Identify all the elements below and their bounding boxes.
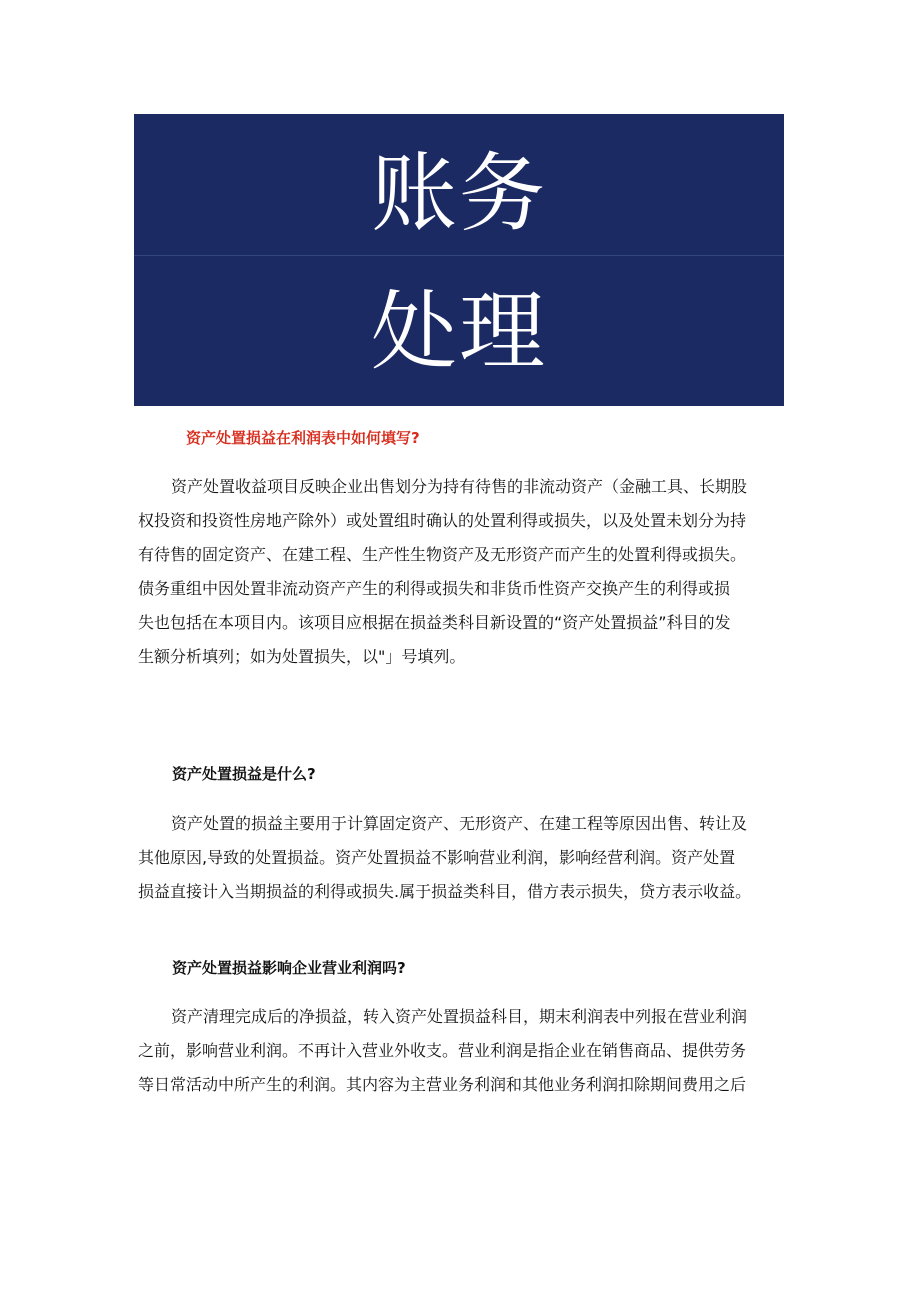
- section1-question: 资产处置损益在利润表中如何填写?: [186, 429, 420, 447]
- paragraph-line: 权投资和投资性房地产除外）或处置组时确认的处置利得或损失，以及处置未划分为持: [138, 511, 747, 530]
- paragraph-line: 生额分析填列；如为处置损失，以"」号填列。: [138, 647, 466, 666]
- banner-divider: [134, 255, 784, 256]
- banner-title-line1: 账务: [371, 144, 547, 244]
- banner-title-line2: 处理: [371, 282, 547, 382]
- section3-heading: 资产处置损益影响企业营业利润吗?: [172, 959, 406, 977]
- paragraph-line: 资产清理完成后的净损益，转入资产处置损益科目，期末利润表中列报在营业利润: [171, 1007, 748, 1026]
- paragraph-line: 资产处置收益项目反映企业出售划分为持有待售的非流动资产（金融工具、长期股: [171, 477, 748, 496]
- paragraph-line: 其他原因,导致的处置损益。资产处置损益不影响营业利润，影响经营利润。资产处置: [138, 848, 736, 867]
- section2-heading: 资产处置损益是什么?: [172, 765, 316, 783]
- paragraph-line: 损益直接计入当期损益的利得或损失.属于损益类科目，借方表示损失，贷方表示收益。: [138, 882, 752, 901]
- section2-paragraph: [138, 807, 790, 909]
- paragraph-line: 资产处置的损益主要用于计算固定资产、无形资产、在建工程等原因出售、转让及: [171, 814, 748, 833]
- section1-paragraph: [138, 470, 790, 674]
- paragraph-line: 之前，影响营业利润。不再计入营业外收支。营业利润是指企业在销售商品、提供劳务: [138, 1041, 747, 1060]
- section3-paragraph: [138, 1000, 790, 1102]
- paragraph-line: 失也包括在本项目内。该项目应根据在损益类科目新设置的“资产处置损益”科目的发: [138, 613, 731, 632]
- paragraph-line: 有待售的固定资产、在建工程、生产性生物资产及无形资产而产生的处置利得或损失。: [138, 545, 747, 564]
- paragraph-line: 债务重组中因处置非流动资产产生的利得或损失和非货币性资产交换产生的利得或损: [138, 579, 731, 598]
- title-banner: [134, 114, 784, 406]
- paragraph-line: 等日常活动中所产生的利润。其内容为主营业务利润和其他业务利润扣除期间费用之后: [138, 1075, 747, 1094]
